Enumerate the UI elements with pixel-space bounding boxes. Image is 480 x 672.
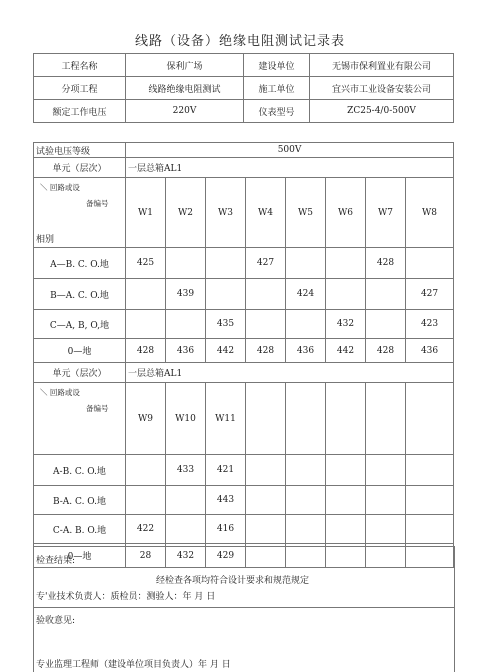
phase-label: B—A. C. O.地 [34,279,126,310]
phase-label: C-A. B. O.地 [34,515,126,544]
column-header [326,383,366,455]
column-header: W11 [206,383,246,455]
resistance-cell: 432 [326,310,366,339]
resistance-cell: 424 [286,279,326,310]
resistance-cell [326,279,366,310]
resistance-cell [366,279,406,310]
resistance-cell: 423 [406,310,454,339]
resistance-cell: 428 [366,339,406,363]
test-voltage-label: 试验电压等级 [34,143,126,158]
diag-mid-text: 备编号 [86,404,109,413]
resistance-cell [166,486,206,515]
diagonal-header [34,383,126,455]
resistance-cell: 433 [166,455,206,486]
table-row [34,486,454,515]
resistance-cell [166,310,206,339]
resistance-cell: 435 [206,310,246,339]
resistance-cell [246,310,286,339]
resistance-cell: 429 [206,544,246,568]
sub-project-label: 分项工程 [34,77,126,100]
resistance-cell: 436 [286,339,326,363]
phase-label: C—A, B, O,地 [34,310,126,339]
phase-label: B-A. C. O.地 [34,486,126,515]
resistance-cell: 416 [206,515,246,544]
resistance-cell [286,455,326,486]
sub-project-value: 线路绝缘电阻测试 [126,77,244,100]
info-table [33,53,454,123]
rated-voltage-value: 220V [126,100,244,123]
resistance-cell [366,515,406,544]
diag-top-text: ＼ 回路或设 [40,183,80,192]
phase-label: A—B. C. O.地 [34,248,126,279]
resistance-cell [326,455,366,486]
column-header [366,383,406,455]
resistance-cell [126,310,166,339]
resistance-cell: 422 [126,515,166,544]
project-name-value: 保利广场 [126,54,244,77]
resistance-cell [126,279,166,310]
phase-label: 0—地 [34,339,126,363]
contractor-value: 宜兴市工业设备安装公司 [310,77,454,100]
page-title: 线路（设备）绝缘电阻测试记录表 [134,34,345,49]
resistance-cell: 428 [366,248,406,279]
table-row [34,248,454,279]
acceptance-signers: 专业监理工程师（建设单位项目负责人）年 月 日 [36,660,231,670]
resistance-cell [366,310,406,339]
resistance-cell [166,515,206,544]
resistance-cell [126,455,166,486]
diagonal-header [34,178,126,248]
diag-bottom-text: 相别 [36,235,55,245]
resistance-cell [406,248,454,279]
column-header: W8 [406,178,454,248]
column-header [286,383,326,455]
table-row [34,279,454,310]
result-text: 经检查各项均符合设计要求和规范规定 [156,576,310,586]
resistance-cell [246,279,286,310]
acceptance-label: 验收意见: [36,616,76,626]
test-voltage-value: 500V [126,143,454,158]
resistance-cell [326,486,366,515]
resistance-cell [166,248,206,279]
resistance-cell [366,486,406,515]
column-header: W7 [366,178,406,248]
result-label: 检查结果: [36,556,76,566]
resistance-cell [406,486,454,515]
resistance-cell [366,455,406,486]
measurement-table [33,142,454,568]
resistance-cell: 28 [126,544,166,568]
column-header: W1 [126,178,166,248]
meter-label: 仪表型号 [244,100,310,123]
resistance-cell [246,486,286,515]
resistance-cell: 427 [406,279,454,310]
unit-label: 单元（层次） [34,363,126,383]
phase-label: A-B. C. O.地 [34,455,126,486]
resistance-cell [326,248,366,279]
column-header: W4 [246,178,286,248]
resistance-cell [286,486,326,515]
resistance-cell: 425 [126,248,166,279]
resistance-cell: 442 [206,339,246,363]
phase-label: 0—地 [34,544,126,568]
result-signers: 专'业技术负责人：质检员：测验人：年 月 日 [36,592,216,602]
project-name-label: 工程名称 [34,54,126,77]
column-header [406,383,454,455]
column-header: W5 [286,178,326,248]
unit-label: 单元（层次） [34,158,126,178]
resistance-cell: 427 [246,248,286,279]
column-header: W3 [206,178,246,248]
resistance-cell [406,455,454,486]
resistance-cell [246,515,286,544]
resistance-cell: 428 [126,339,166,363]
resistance-cell [246,455,286,486]
resistance-cell [206,248,246,279]
builder-value: 无锡市保利置业有限公司 [310,54,454,77]
contractor-label: 施工单位 [244,77,310,100]
rated-voltage-label: 额定工作电压 [34,100,126,123]
table-row [34,515,454,544]
resistance-cell [206,279,246,310]
column-header: W10 [166,383,206,455]
resistance-cell: 442 [326,339,366,363]
diag-top-text: ＼ 回路或设 [40,388,80,397]
diag-mid-text: 备编号 [86,199,109,208]
unit-value: 一层总箱AL1 [126,158,454,178]
resistance-cell: 439 [166,279,206,310]
resistance-cell: 432 [166,544,206,568]
resistance-cell [286,515,326,544]
resistance-cell [126,486,166,515]
resistance-cell: 428 [246,339,286,363]
resistance-cell [286,248,326,279]
meter-value: ZC25-4/0-500V [310,100,454,123]
table-row [34,455,454,486]
column-header: W2 [166,178,206,248]
column-header [246,383,286,455]
divider [34,607,454,608]
table-row [34,339,454,363]
resistance-cell [406,515,454,544]
column-header: W6 [326,178,366,248]
resistance-cell: 436 [406,339,454,363]
unit-value: 一层总箱AL1 [126,363,454,383]
result-section [33,546,455,672]
resistance-cell: 436 [166,339,206,363]
resistance-cell [326,515,366,544]
resistance-cell: 421 [206,455,246,486]
column-header: W9 [126,383,166,455]
table-row [34,310,454,339]
builder-label: 建设单位 [244,54,310,77]
resistance-cell [286,310,326,339]
resistance-cell: 443 [206,486,246,515]
